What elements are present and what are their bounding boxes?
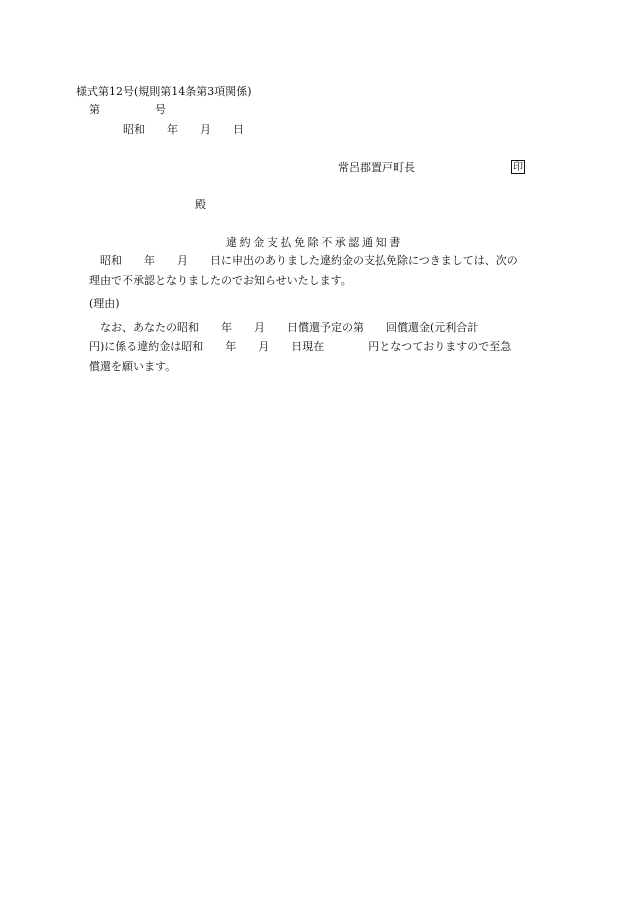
note-text-line-3: 償還を願います。 [89, 360, 177, 373]
addressee-honorific: 殿 [195, 198, 206, 211]
body-text-line-1: 昭和 年 月 日に申出のありました違約金の支払免除につきましては、次の [100, 254, 518, 267]
note-text-line-2: 円)に係る違約金は昭和 年 月 日現在 円となつておりますので至急 [89, 340, 512, 353]
body-text-line-2: 理由で不承認となりましたのでお知らせいたします。 [89, 274, 352, 287]
reason-label: (理由) [89, 297, 120, 310]
seal-mark: 印 [513, 162, 523, 173]
issuer-name: 常呂郡置戸町長 [338, 161, 415, 174]
document-number-line: 第 号 [89, 103, 166, 116]
issue-date-line: 昭和 年 月 日 [123, 123, 244, 136]
form-header: 様式第12号(規則第14条第3項関係) [76, 85, 252, 98]
note-text-line-1: なお、あなたの昭和 年 月 日償還予定の第 回償還金(元利合計 [100, 321, 479, 334]
document-title: 違約金支払免除不承認通知書 [226, 236, 403, 249]
